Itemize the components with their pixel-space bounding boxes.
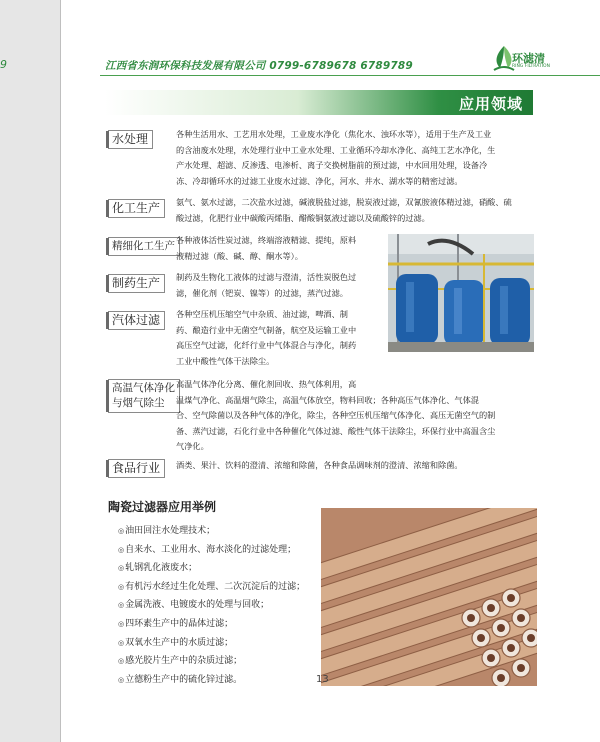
list-item: ◎ 感光胶片生产中的杂质过滤； [118,652,305,671]
desc-line: 温煤气净化、高温烟气除尘，高温气体放空，物料回收；各种高压气体净化、气体混 [176,394,479,405]
examples-list [118,522,305,689]
side-page-number: 9 [0,58,7,71]
category-food: 食品行业 [108,459,165,478]
ceramic-tubes-photo [321,508,537,686]
logo-name: 环滤清 [512,52,545,65]
category-desc-water [176,127,536,189]
list-item: ◎ 轧钢乳化液废水； [118,559,305,578]
category-water-treatment: 水处理 [108,130,153,149]
list-item: ◎ 自来水、工业用水、海水淡化的过滤处理； [118,541,305,560]
category-pharma: 制药生产 [108,274,165,293]
desc-line: 合、空气除菌以及各种气体的净化，除尘，各种空压机压缩气体净化、高压无菌空气的制 [176,410,496,420]
banner-title: 应用领域 [458,95,523,113]
category-desc-fine-chemical [176,233,386,264]
section-banner [105,90,533,115]
plant-photo [388,234,534,352]
desc-line: 高温气体净化分离、催化剂回收、热气体利用，高 [176,379,357,389]
category-fine-chemical: 精细化工生产 [108,237,180,256]
list-item: ◎ 金属洗液、电镀废水的处理与回收； [118,596,305,615]
company-header: 江西省东润环保科技发展有限公司 0799-6789678 6789789 [105,60,413,72]
desc-line: 各种空压机压缩空气中杂质、油过滤，啤酒、制 [176,309,348,319]
desc-line: 产水处理、超滤、反渗透、电渗析、离子交换树脂前的预过滤，中水回用处理，设备冷 [176,160,488,170]
desc-line: 氨气、氨水过滤，二次盐水过滤，碱液脱盐过滤，脱炭液过滤，双氰胺液体精过滤，硝酸、硫 [176,197,512,207]
list-item: ◎ 四环素生产中的晶体过滤； [118,615,305,634]
category-desc-food [176,458,536,474]
desc-line: 工业中酸性气体干法除尘。 [176,355,275,366]
desc-line: 高压空气过滤，化纤行业中气体混合与净化，制药 [176,340,357,350]
category-chemical: 化工生产 [108,199,165,218]
category-desc-pharma [176,270,386,301]
cat-label-line: 与烟气除尘 [112,397,165,409]
desc-line: 制药及生物化工液体的过滤与澄清，活性炭脱色过 [176,272,357,282]
list-item: ◎ 有机污水经过生化处理、二次沉淀后的过滤； [118,578,305,597]
desc-line: 备、蒸汽过滤，石化行业中各种催化气体过滤、酸性气体干法除尘，环保行业中高温含尘 [176,425,496,436]
list-item: ◎ 油田回注水处理技术； [118,522,305,541]
desc-line: 酸过滤，化肥行业中碳酸丙烯脂、醋酸铜氨液过滤以及硫酸锌的过滤。 [176,212,430,223]
category-high-temp-gas [108,379,180,413]
desc-line: 液精过滤（酸、碱、醇、酮水等）。 [176,250,303,261]
list-item: ◎ 双氧水生产中的水质过滤； [118,634,305,653]
category-desc-gas [176,307,386,369]
examples-title: 陶瓷过滤器应用举例 [108,500,217,514]
desc-line: 的含油废水处理，水处理行业中工业水处理、工业循环冷却水净化、高纯工艺水净化，生 [176,144,496,155]
desc-line: 各种生活用水、工艺用水处理，工业废水净化（焦化水、浊环水等），适用于生产及工业 [176,129,492,139]
desc-line: 气净化。 [176,441,209,451]
category-gas-filtration: 汽体过滤 [108,311,165,330]
cat-label-line: 高温气体净化 [112,382,175,394]
logo-subtitle: RING FILTRATION [512,64,550,69]
desc-line: 药、酿造行业中无菌空气制备，航空及运输工业中 [176,324,357,335]
category-desc-chemical [176,195,536,226]
page-number: 13 [316,674,329,685]
desc-line: 酒类、果汁、饮料的澄清、浓缩和除菌，各种食品调味剂的澄清、浓缩和除菌。 [176,460,463,470]
category-desc-high-temp [176,377,536,455]
desc-line: 冻、冷却循环水的过滤工业废水过滤、净化，河水、井水、湖水等的精密过滤。 [176,175,463,186]
desc-line: 滤，催化剂（钯炭、镍等）的过滤，蒸汽过滤。 [176,287,348,298]
desc-line: 各种液体活性炭过滤，终端溶液精滤、提纯，原料 [176,235,357,245]
header-divider [100,75,600,76]
list-item: ◎ 立德粉生产中的硫化锌过滤。 [118,671,305,690]
